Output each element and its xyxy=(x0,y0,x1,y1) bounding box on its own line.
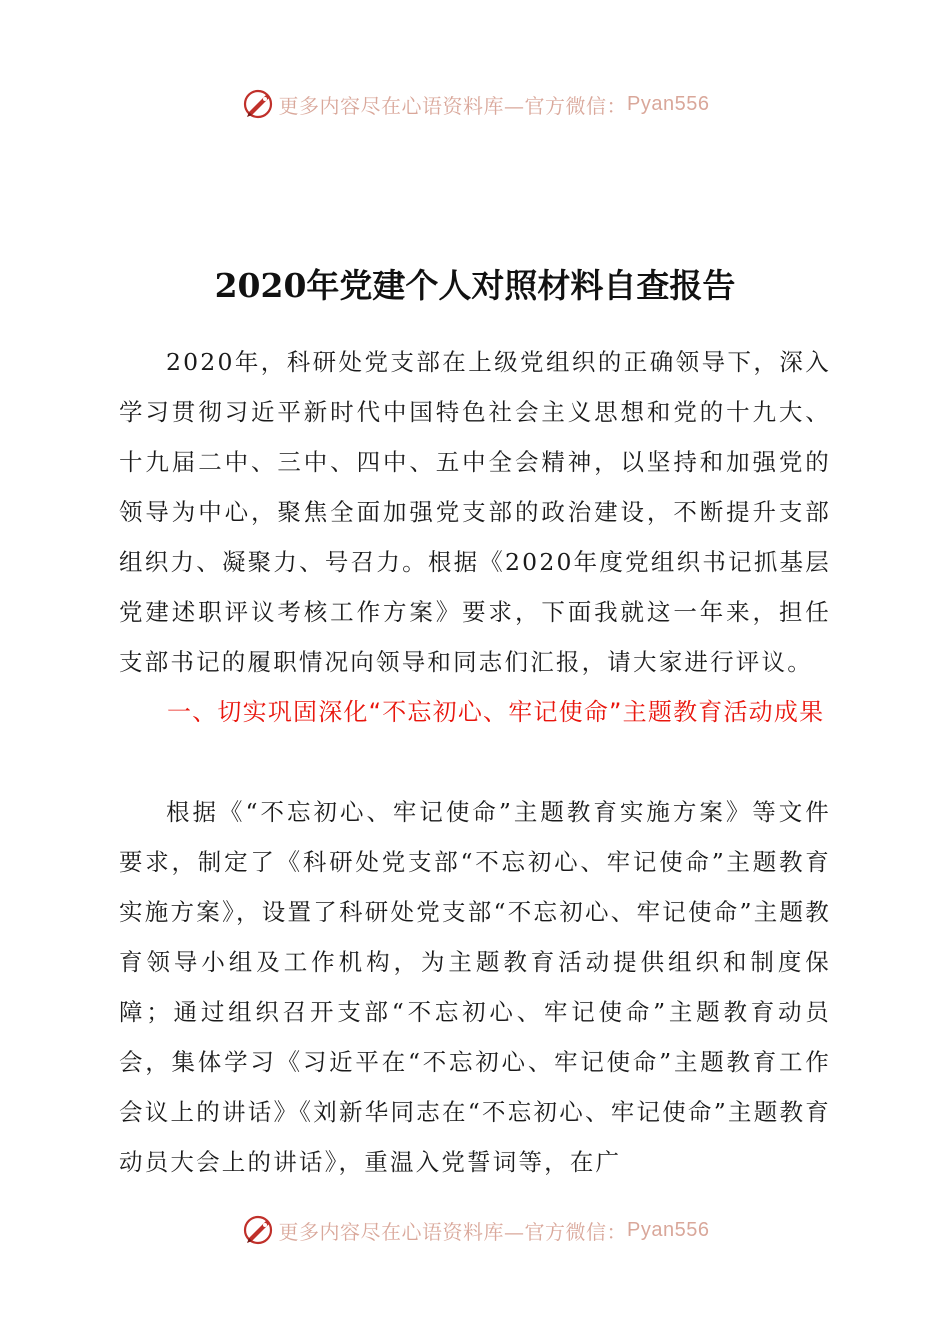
watermark-wechat-id: Pyan556 xyxy=(627,1218,710,1241)
watermark-wechat-id: Pyan556 xyxy=(627,92,710,115)
section-paragraph: 根据《“不忘初心、牢记使命”主题教育实施方案》等文件要求，制定了《科研处党支部“不忘初心、牢记使命”主题教育实施方案》，设置了科研处党支部“不忘初心、牢记使命”主题教育领导小组及工作机构，为主题教育活动提供组织和制度保障；通过组织召开支部“不忘初心、牢记使命”主题教育动员会，集体学习《习近平在“不忘初心、牢记使命”主题教育工作会议上的讲话》《刘新华同志在“不忘初心、牢记使命”主题教育动员大会上的讲话》，重温入党誓词等，在广 xyxy=(119,798,831,1176)
watermark-text: 更多内容尽在心语资料库—官方微信： xyxy=(278,1219,628,1244)
watermark-header xyxy=(0,82,950,126)
watermark-footer xyxy=(0,1208,950,1252)
pen-logo-icon xyxy=(241,86,277,122)
document-title: 2020年党建个人对照材料自查报告 xyxy=(214,266,736,305)
watermark-text: 更多内容尽在心语资料库—官方微信： xyxy=(278,93,628,118)
section-heading: 一、切实巩固深化“不忘初心、牢记使命”主题教育活动成果 xyxy=(167,698,825,726)
pen-logo-icon xyxy=(241,1212,277,1248)
intro-paragraph: 2020年，科研处党支部在上级党组织的正确领导下，深入学习贯彻习近平新时代中国特色社会主义思想和党的十九大、十九届二中、三中、四中、五中全会精神，以坚持和加强党的领导为中心，聚焦全面加强党支部的政治建设，不断提升支部组织力、凝聚力、号召力。根据《2020年度党组织书记抓基层党建述职评议考核工作方案》要求，下面我就这一年来，担任支部书记的履职情况向领导和同志们汇报，请大家进行评议。 xyxy=(119,348,831,676)
